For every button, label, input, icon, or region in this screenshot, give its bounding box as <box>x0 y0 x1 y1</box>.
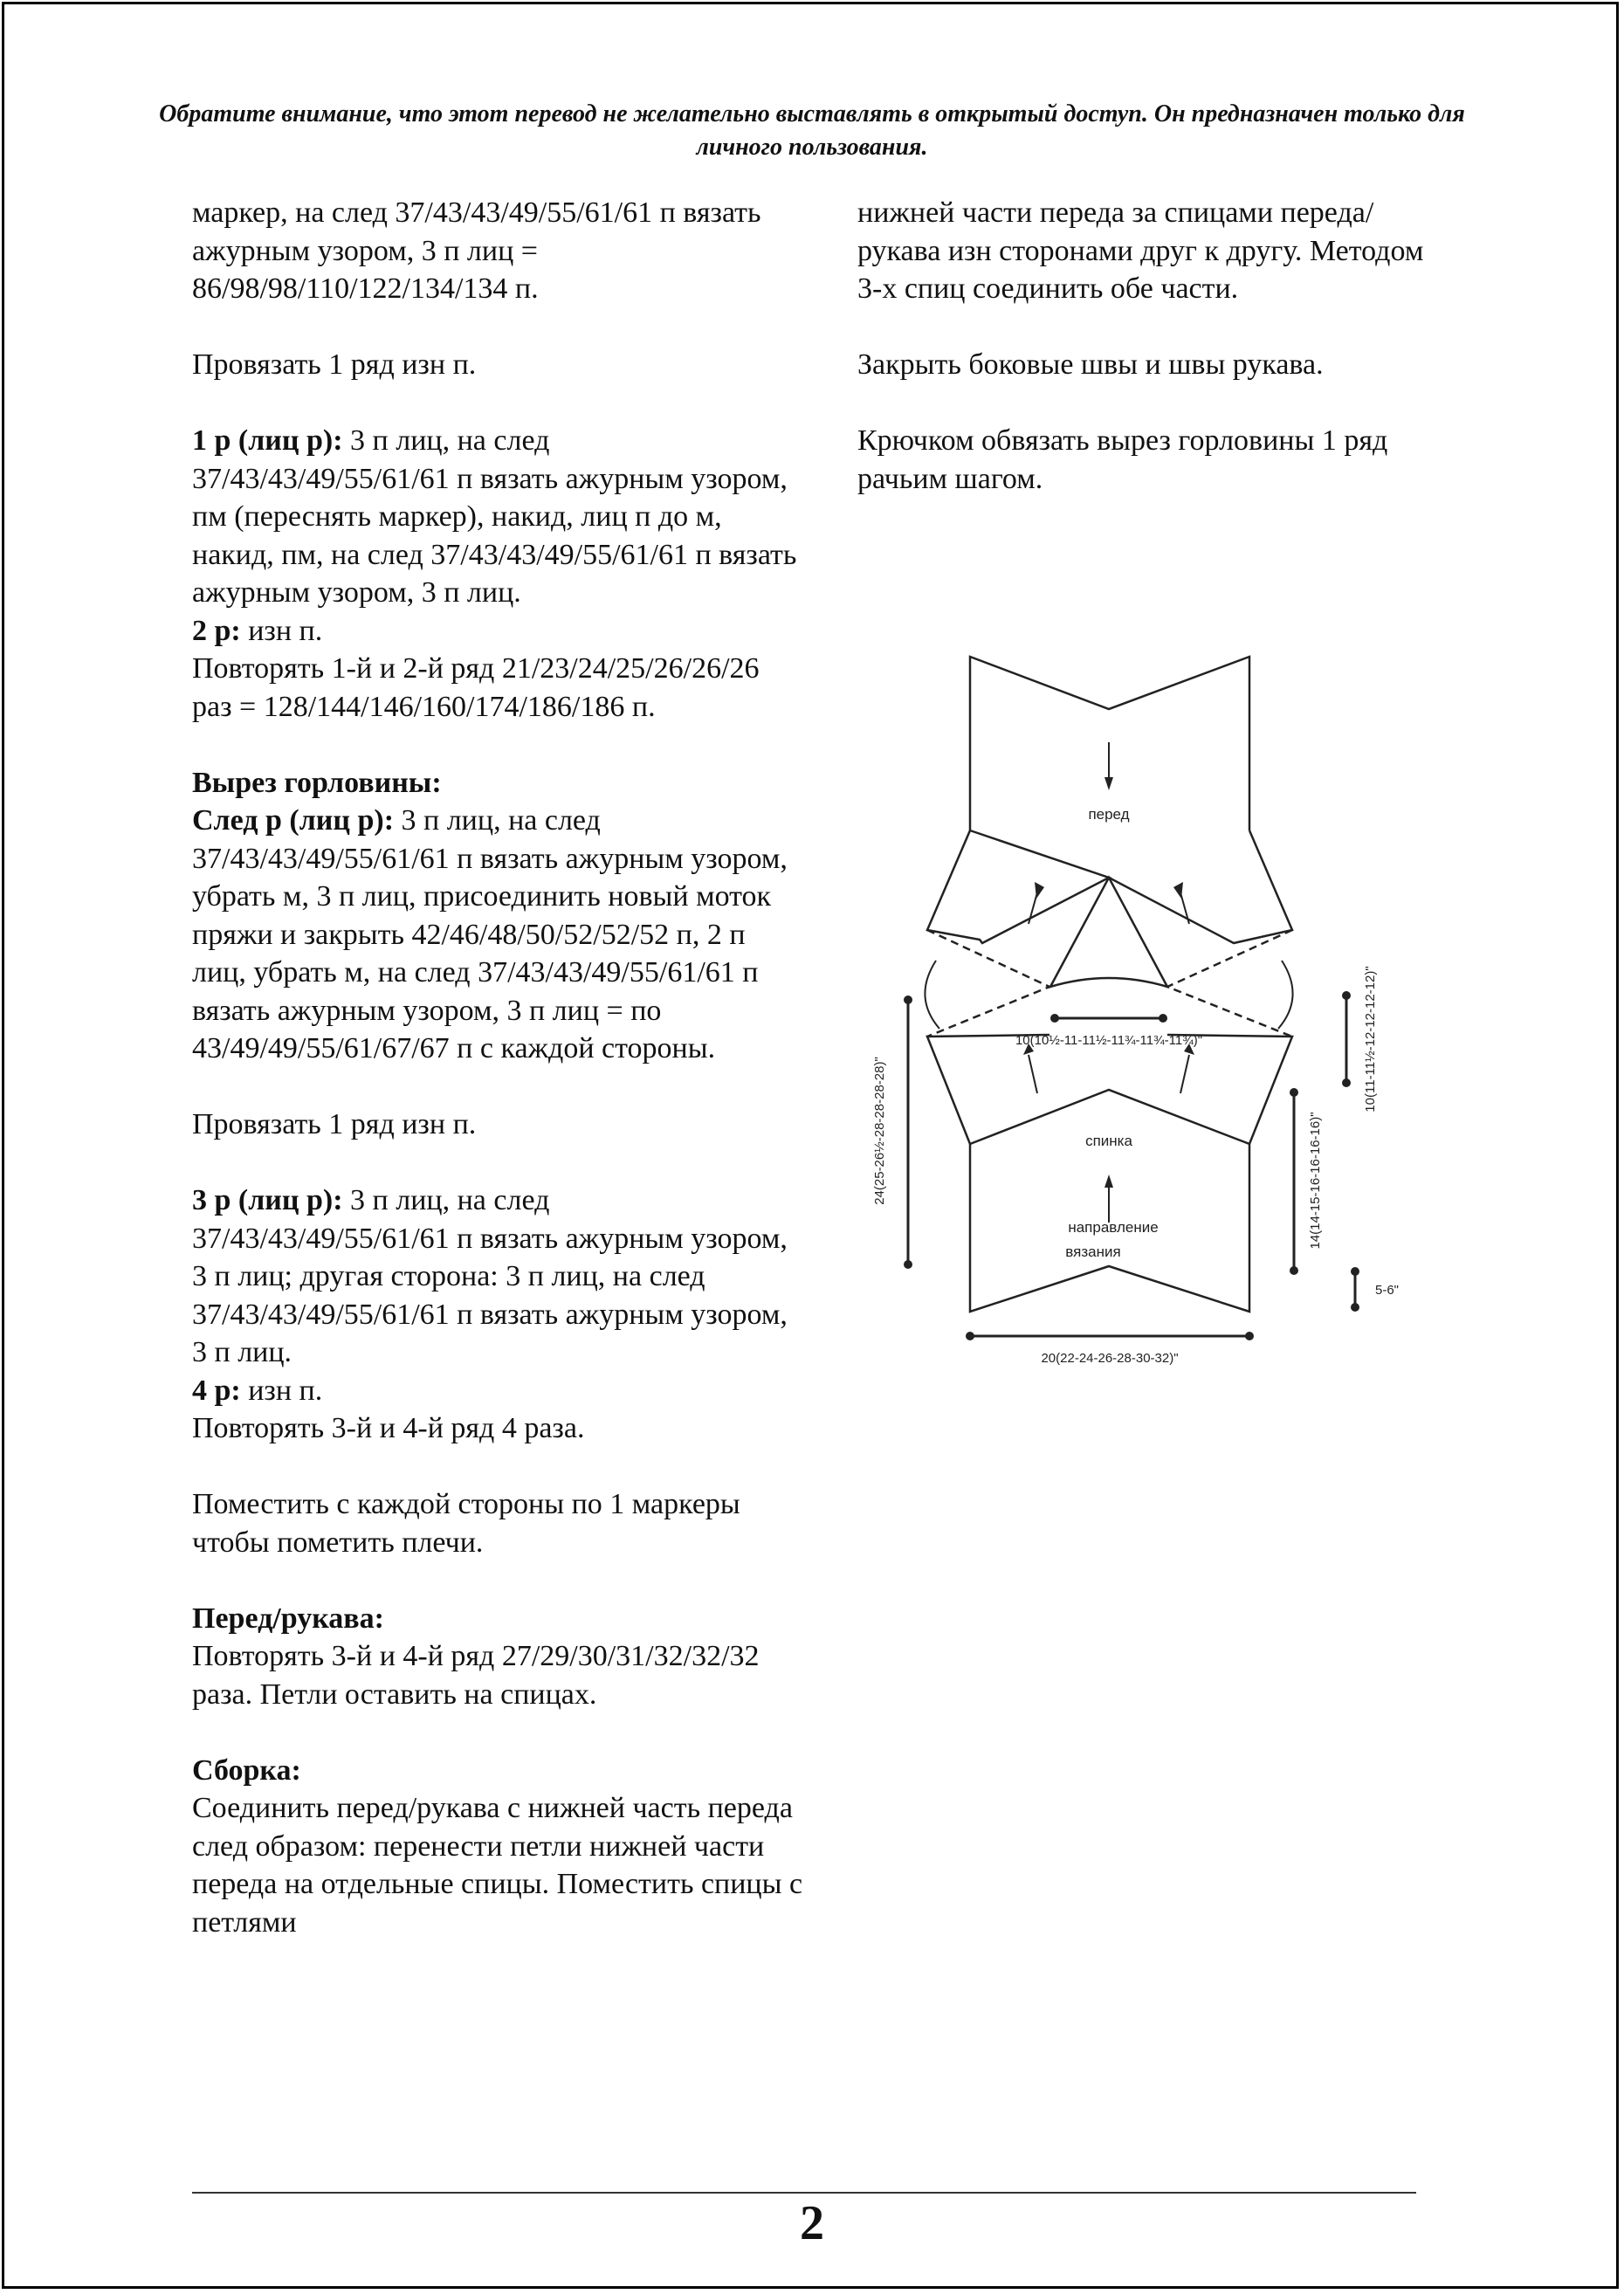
row-1-label: 1 р (лиц р): <box>192 424 343 457</box>
row-2-instruction <box>192 612 803 651</box>
neckline-row-text: 3 п лиц, на след 37/43/43/49/55/61/61 п вязать ажурным узором, убрать м, 3 п лиц, присоединить новый моток пряжи и закрыть 42/46/48/50/52/52/52 п, 2 п лиц, убрать м, на след 37/43/43/49/55/61/61 п вязать ажурным узором, 3 п лиц = по 43/49/49/55/61/67/67 п с каждой стороны. <box>192 804 788 1064</box>
row-4-label: 4 р: <box>192 1374 241 1407</box>
left-fold-line <box>927 930 1049 1037</box>
right-back-arrow <box>1180 1055 1189 1093</box>
neckline-instruction <box>192 802 803 1068</box>
row-4-text: изн п. <box>240 1374 323 1407</box>
footer-divider <box>192 2192 1416 2194</box>
right-column <box>857 194 1434 536</box>
page-number: 2 <box>800 2196 824 2250</box>
side-seams: Закрыть боковые швы и швы рукава. <box>857 348 1324 381</box>
label-direction-1: направление <box>1068 1219 1159 1236</box>
dim-side-label: 14(14-15-16-16-16-16)" <box>1308 1112 1323 1250</box>
row-2-label: 2 р: <box>192 614 241 647</box>
translation-notice: Обратите внимание, что этот перевод не желательно выставлять в открытый доступ. Он предназначен только для личного пользования. <box>159 100 1465 161</box>
row-3-instruction <box>192 1181 803 1372</box>
dim-hem-label: 5-6" <box>1375 1283 1400 1298</box>
right-fold-line <box>1167 930 1292 1037</box>
row-4-instruction <box>192 1372 803 1410</box>
dim-neck-label: 10(10½-11-11½-11¾-11¾-11¾)" <box>1015 1033 1203 1048</box>
left-column <box>192 194 803 1941</box>
repeat-rows-1-2: Повторять 1-й и 2-й ряд 21/23/24/25/26/26/26 раз = 128/144/146/160/174/186/186 п. <box>192 652 760 723</box>
assembly-heading: Сборка: <box>192 1753 301 1787</box>
row-1-instruction <box>192 422 803 612</box>
front-sleeves-heading: Перед/рукава: <box>192 1602 384 1635</box>
front-sleeves-text: Повторять 3-й и 4-й ряд 27/29/30/31/32/32/32 раза. Петли оставить на спицах. <box>192 1640 760 1711</box>
dim-width-label: 20(22-24-26-28-30-32)" <box>1041 1351 1179 1366</box>
paragraph-stitch-count: маркер, на след 37/43/43/49/55/61/61 п вязать ажурным узором, 3 п лиц = 86/98/98/110/122/134/134 п. <box>192 196 761 305</box>
schematic-svg <box>864 646 1432 1388</box>
paragraph-purl-row: Провязать 1 ряд изн п. <box>192 348 477 381</box>
shoulder-markers: Поместить с каждой стороны по 1 маркеры чтобы пометить плечи. <box>192 1488 740 1559</box>
left-back-arrow <box>1029 1055 1037 1093</box>
right-fold-arrow <box>1278 961 1293 1029</box>
row-3-label: 3 р (лиц р): <box>192 1184 343 1216</box>
dim-body-length-label: 24(25-26½-28-28-28-28)" <box>872 1057 887 1205</box>
schematic-diagram <box>864 646 1432 1388</box>
label-direction-2: вязания <box>1065 1243 1121 1260</box>
neckline-row-label: След р (лиц р): <box>192 804 395 837</box>
assembly-continued: нижней части переда за спицами переда/рукава изн сторонами друг к другу. Методом 3-х спиц соединить обе части. <box>857 196 1424 305</box>
repeat-rows-3-4: Повторять 3-й и 4-й ряд 4 раза. <box>192 1412 585 1444</box>
row-1-text: 3 п лиц, на след 37/43/43/49/55/61/61 п вязать ажурным узором, пм (переснять маркер), накид, лиц п до м, накид, пм, на след 37/43/43/49/55/61/61 п вязать ажурным узором, 3 п лиц. <box>192 424 797 609</box>
left-fold-arrow <box>925 961 939 1029</box>
dim-sleeve-width-label: 10(11-11½-12-12-12-12)" <box>1363 966 1378 1113</box>
label-back: спинка <box>1085 1133 1132 1149</box>
neckline-crochet: Крючком обвязать вырез горловины 1 ряд рачьим шагом. <box>857 424 1388 495</box>
label-front: перед <box>1088 806 1130 823</box>
neckline-outline <box>1050 878 1167 987</box>
row-3-text: 3 п лиц, на след 37/43/43/49/55/61/61 п вязать ажурным узором, 3 п лиц; другая сторона: 3 п лиц, на след 37/43/43/49/55/61/61 п вязать ажурным узором, 3 п лиц. <box>192 1184 788 1368</box>
assembly-text: Соединить перед/рукава с нижней часть переда след образом: перенести петли нижней части переда на отдельные спицы. Поместить спицы с петлями <box>192 1792 803 1939</box>
row-2-text: изн п. <box>240 614 323 647</box>
right-sleeve-upper <box>1109 830 1292 943</box>
neckline-heading: Вырез горловины: <box>192 766 442 799</box>
paragraph-purl-row-2: Провязать 1 ряд изн п. <box>192 1108 477 1140</box>
